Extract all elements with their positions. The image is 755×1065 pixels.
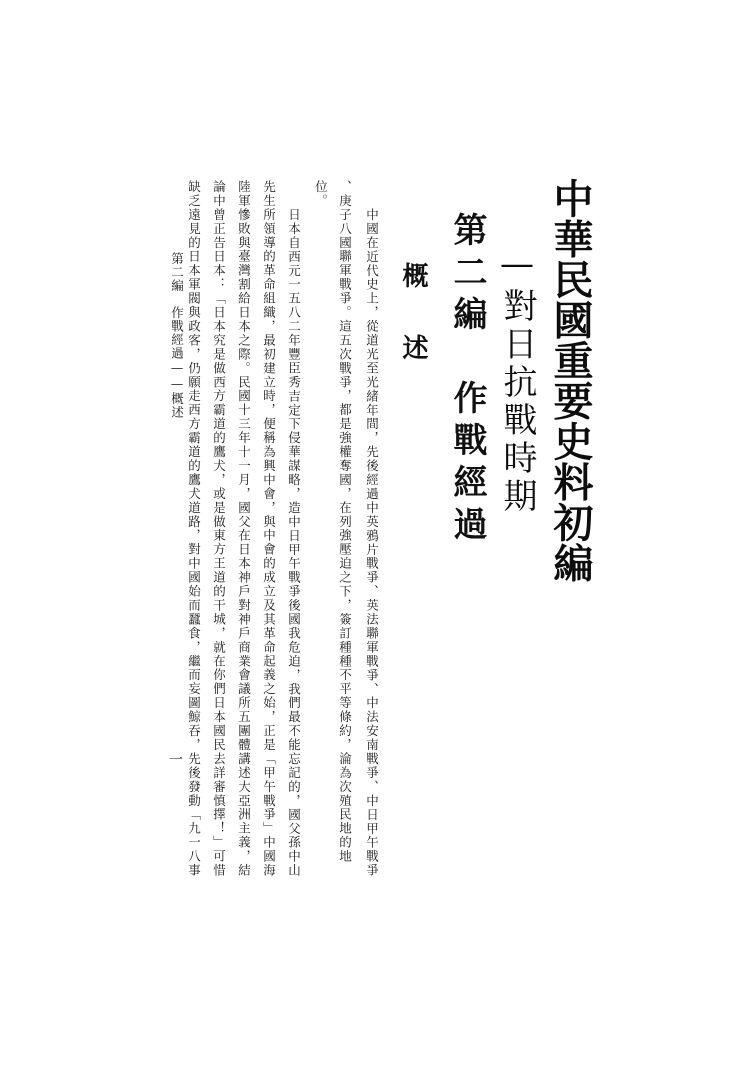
section-title: 概述 (398, 262, 428, 406)
running-footer: 第二編 作戰經過——概述 (169, 252, 185, 419)
series-subtitle: —對日抗戰時期 (497, 244, 537, 516)
body-line: 位。 (313, 180, 329, 208)
body-line: 先生所領導的革命組織，最初建立時，便稱為興中會，與中會的成立及其革命起義之始，正是「甲午戰爭」中國海 (261, 180, 277, 878)
body-line: 論中曾正告日本：「日本究是做西方霸道的鷹犬，或是做東方王道的干城，就在你們日本國民去詳審慎擇！」可惜 (211, 180, 227, 878)
body-line: 日本自西元一五八二年豐臣秀吉定下侵華謀略，造中日甲午戰爭後國我危迫，我們最不能忘記的，國父孫中山 (286, 208, 302, 878)
page-number: 一 (167, 752, 183, 766)
body-line: 陸軍慘敗與臺灣割給日本之際。民國十三年十一月，國父在日本神戶對神戶商業會議所五團體講述大亞洲主義，結 (236, 180, 252, 878)
body-line: 、庚子八國聯軍戰爭。這五次戰爭，都是強權奪國，在列強壓迫之下，簽訂種種不平等條約，淪為次殖民地的地 (337, 180, 353, 864)
body-line: 缺乏遠見的日本軍閥與政客，仍願走西方霸道的鷹犬道路，對中國始而蠶食，繼而妄圖鯨吞，先後發動「九一八事 (186, 180, 202, 878)
body-line: 中國在近代史上，從道光至光緒年間，先後經過中英鴉片戰爭、英法聯軍戰爭、中法安南戰爭、中日甲午戰爭 (364, 208, 380, 878)
series-title: 中華民國重要史料初編 (547, 178, 594, 583)
part-title: 第二編 作戰經過 (447, 212, 487, 548)
